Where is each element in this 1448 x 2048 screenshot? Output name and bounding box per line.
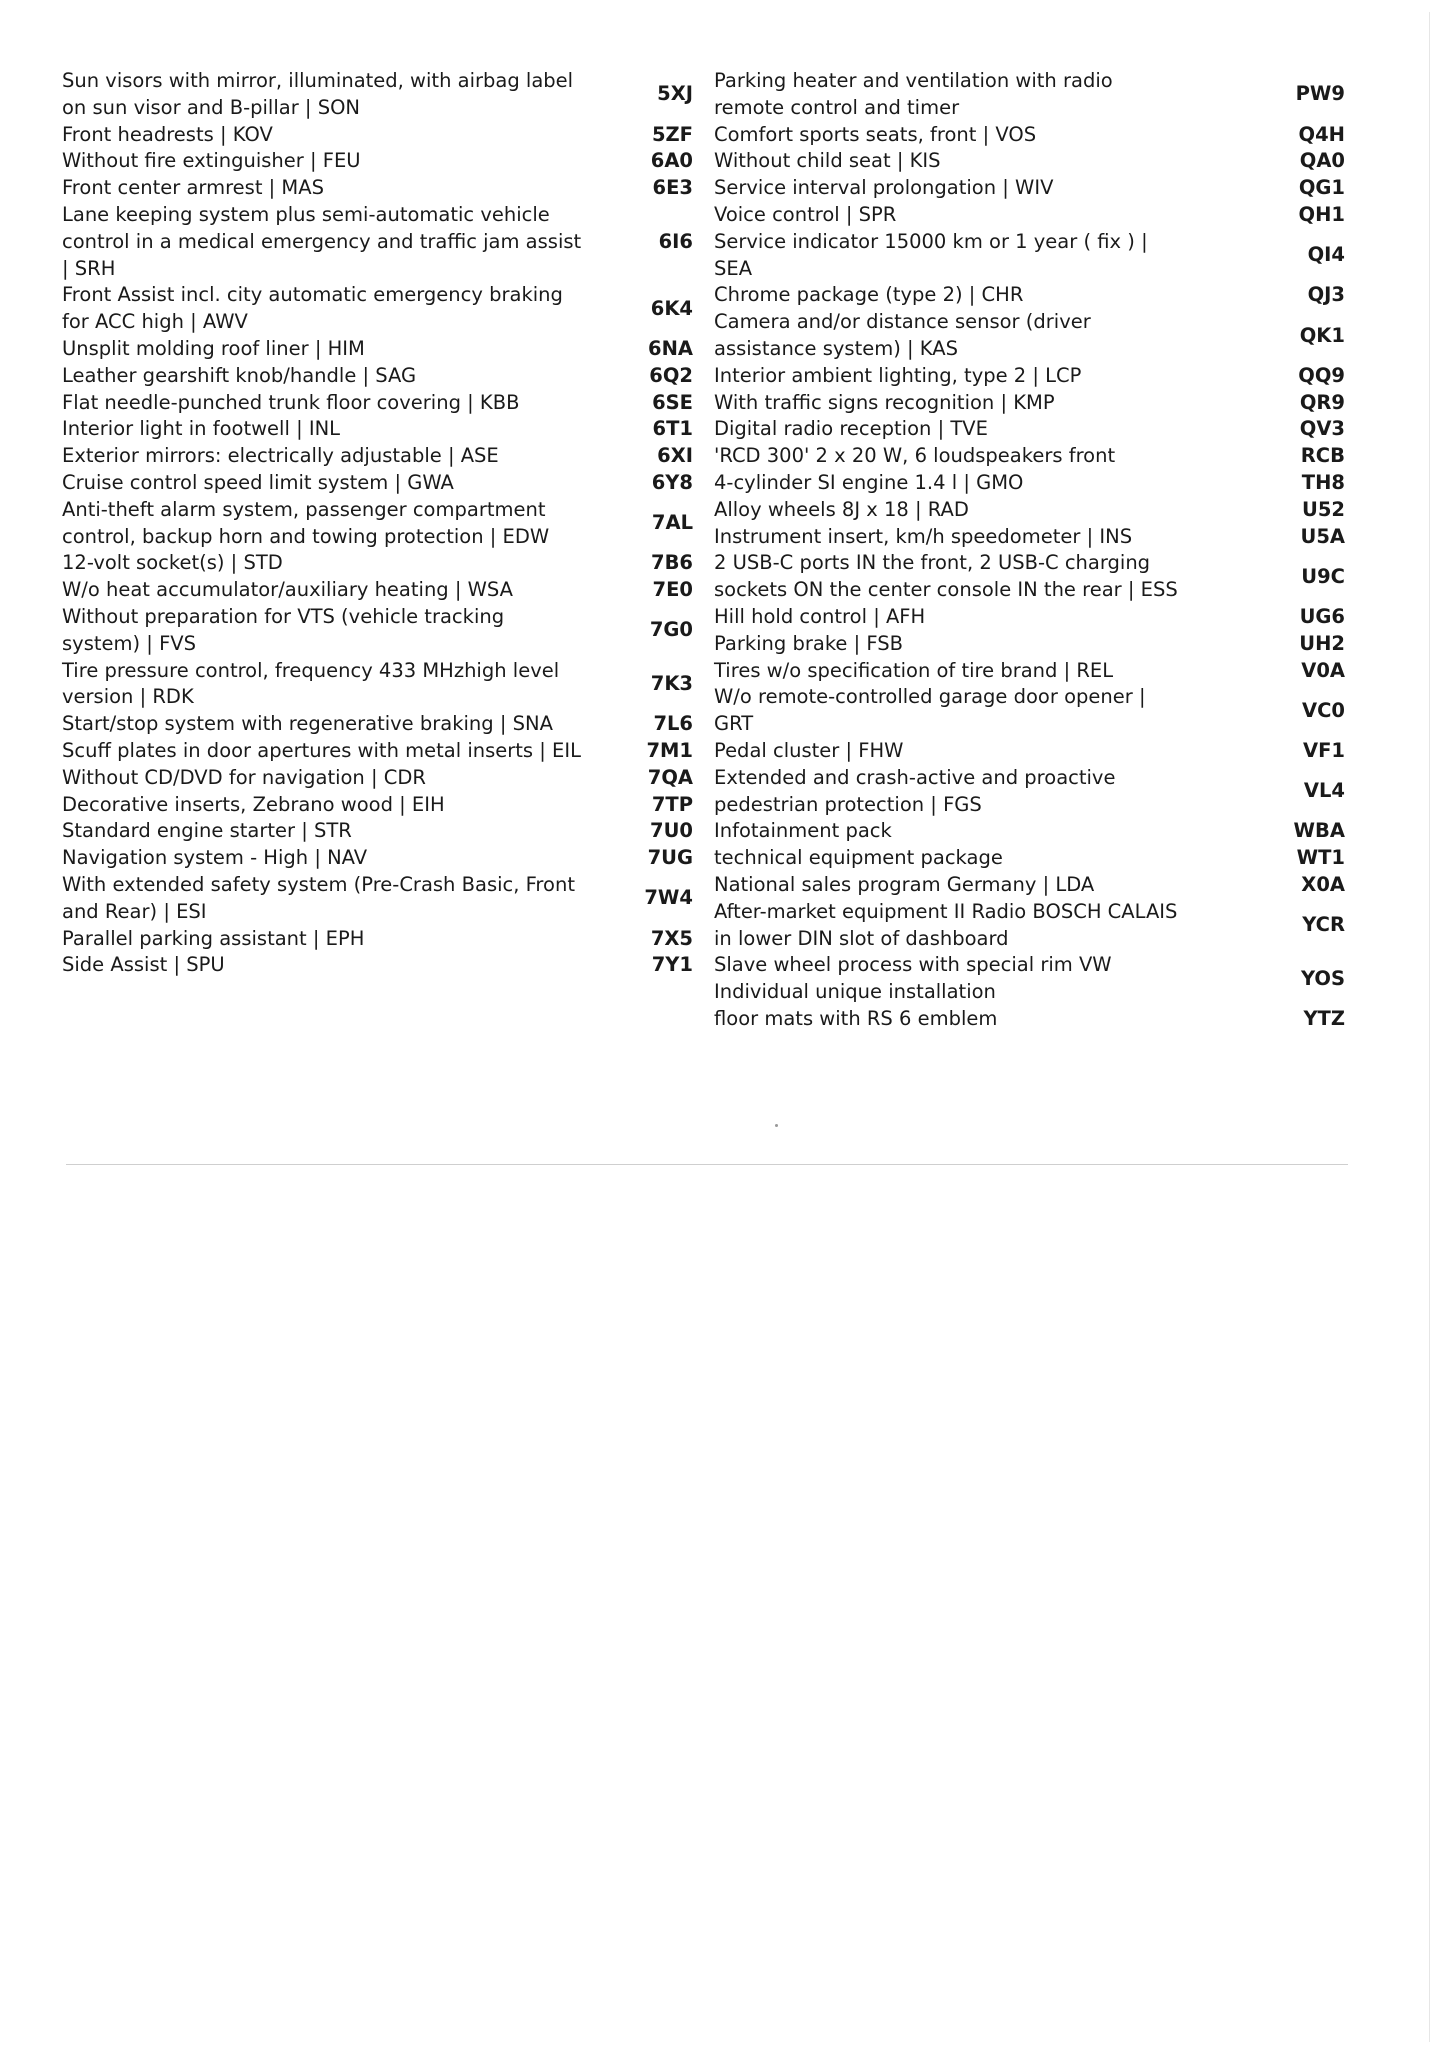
equipment-row [714,122,1345,149]
equipment-description: Side Assist | SPU [62,953,225,977]
equipment-description: 12-volt socket(s) | STD [62,551,283,575]
equipment-code: VC0 [1302,698,1345,722]
equipment-row [62,792,693,819]
equipment-description: Front headrests | KOV [62,122,273,146]
equipment-row [714,765,1345,819]
equipment-row [62,363,693,390]
equipment-description: Without child seat | KIS [714,149,941,173]
equipment-description: Standard engine starter | STR [62,819,352,843]
equipment-code: 6Q2 [649,363,693,387]
equipment-description: Instrument insert, km/h speedometer | INS [714,524,1133,548]
equipment-code: TH8 [1301,470,1345,494]
equipment-description: Slave wheel process with special rim VW Individual unique installation [714,953,1112,1004]
equipment-row [714,309,1345,363]
equipment-description: Camera and/or distance sensor (driver assistance system) | KAS [714,310,1091,360]
equipment-description: W/o remote-controlled garage door opener | GRT [714,685,1146,736]
equipment-description: Leather gearshift knob/handle | SAG [62,363,417,387]
equipment-row [714,282,1345,309]
equipment-code: 6Y8 [651,470,693,494]
equipment-row [714,818,1345,845]
equipment-description: Exterior mirrors: electrically adjustable | ASE [62,444,499,468]
equipment-description: Service indicator 15000 km or 1 year ( fix ) | SEA [714,229,1148,280]
equipment-code: QG1 [1298,176,1345,200]
equipment-description: 4-cylinder SI engine 1.4 l | GMO [714,470,1024,494]
equipment-description: Front Assist incl. city automatic emergency braking for ACC high | AWV [62,283,563,334]
equipment-description: floor mats with RS 6 emblem [714,1006,998,1030]
equipment-row [62,470,693,497]
equipment-description: Tire pressure control, frequency 433 MHzhigh level version | RDK [62,658,560,709]
equipment-code: YOS [1300,966,1345,990]
equipment-row [62,148,693,175]
equipment-row [62,443,693,470]
equipment-description: Without preparation for VTS (vehicle tracking system) | FVS [62,604,505,655]
equipment-row [62,926,693,953]
equipment-row [714,390,1345,417]
equipment-description: Sun visors with mirror, illuminated, with airbag label on sun visor and B-pillar | SON [62,69,574,119]
equipment-code: 6E3 [652,176,693,200]
equipment-code: 7L6 [653,712,693,736]
page-edge [1429,12,1430,2042]
equipment-code: 7X5 [650,926,693,950]
equipment-code: 6A0 [650,149,693,173]
equipment-code: 6XI [657,444,693,468]
equipment-description: National sales program Germany | LDA [714,872,1095,896]
equipment-row [62,952,693,979]
equipment-code: 6NA [648,336,693,360]
equipment-row [714,68,1345,122]
equipment-code: 7W4 [644,886,693,910]
equipment-description: W/o heat accumulator/auxiliary heating | WSA [62,578,514,602]
equipment-row [714,631,1345,658]
equipment-row [714,899,1345,953]
equipment-code: 6I6 [658,229,693,253]
equipment-description: Without CD/DVD for navigation | CDR [62,765,426,789]
equipment-description: Anti-theft alarm system, passenger compartment control, backup horn and towing protection | EDW [62,497,550,548]
equipment-description: Interior ambient lighting, type 2 | LCP [714,363,1082,387]
equipment-code: 7E0 [652,578,693,602]
equipment-code: QH1 [1298,202,1345,226]
equipment-row [62,577,693,604]
equipment-row [714,550,1345,604]
equipment-code: U52 [1302,497,1345,521]
equipment-description: Comfort sports seats, front | VOS [714,122,1037,146]
equipment-code: YCR [1302,913,1345,937]
equipment-row [714,497,1345,524]
equipment-row [714,684,1345,738]
equipment-row [62,497,693,551]
equipment-row [714,175,1345,202]
equipment-description: Infotainment pack [714,819,892,843]
equipment-code: PW9 [1295,82,1345,106]
equipment-description: Chrome package (type 2) | CHR [714,283,1024,307]
equipment-code: QI4 [1307,243,1345,267]
equipment-code: QJ3 [1307,283,1345,307]
equipment-row [62,550,693,577]
equipment-code: V0A [1301,658,1345,682]
equipment-row [714,604,1345,631]
equipment-row [62,765,693,792]
equipment-row [714,229,1345,283]
equipment-code: U5A [1300,524,1345,548]
equipment-description: Front center armrest | MAS [62,176,324,200]
equipment-code: X0A [1301,872,1345,896]
equipment-description: Decorative inserts, Zebrano wood | EIH [62,792,445,816]
equipment-description: 'RCD 300' 2 x 20 W, 6 loudspeakers front [714,444,1116,468]
equipment-code: 7QA [647,765,693,789]
equipment-row [714,872,1345,899]
equipment-code: 7AL [651,511,693,535]
equipment-description: 2 USB-C ports IN the front, 2 USB-C charging sockets ON the center console IN the rear | ESS [714,551,1178,602]
equipment-row [62,122,693,149]
equipment-code: 7K3 [650,671,693,695]
equipment-code: QK1 [1299,323,1345,347]
equipment-row [62,872,693,926]
equipment-row [714,363,1345,390]
equipment-row [62,175,693,202]
equipment-code: 6K4 [650,296,693,320]
equipment-code: 7TP [651,792,693,816]
equipment-code: VF1 [1303,738,1345,762]
equipment-code: 6SE [652,390,693,414]
equipment-code: 6T1 [652,417,693,441]
equipment-row [62,336,693,363]
equipment-row [62,390,693,417]
equipment-row [62,711,693,738]
equipment-description: Start/stop system with regenerative braking | SNA [62,712,553,736]
equipment-row [62,604,693,658]
equipment-row [714,1006,1345,1033]
equipment-row [62,282,693,336]
equipment-code: 7G0 [649,618,693,642]
equipment-row [62,68,693,122]
equipment-row [714,845,1345,872]
equipment-description: Parallel parking assistant | EPH [62,926,365,950]
equipment-code: QV3 [1299,417,1345,441]
equipment-description: Lane keeping system plus semi-automatic vehicle control in a medical emergency and traffic jam assist | SRH [62,202,582,280]
equipment-code: UG6 [1299,604,1345,628]
equipment-code: VL4 [1303,779,1345,803]
equipment-row [714,952,1345,1006]
equipment-description: Scuff plates in door apertures with metal inserts | EIL [62,738,581,762]
equipment-code: 7B6 [651,551,693,575]
equipment-code: 7Y1 [651,953,693,977]
equipment-code: WT1 [1296,846,1345,870]
equipment-description: Service interval prolongation | WIV [714,176,1054,200]
equipment-description: Pedal cluster | FHW [714,738,904,762]
equipment-code: 5ZF [651,122,693,146]
equipment-row [62,738,693,765]
equipment-row [714,443,1345,470]
equipment-row [714,470,1345,497]
equipment-code: QR9 [1299,390,1345,414]
equipment-row [714,416,1345,443]
equipment-row [62,202,693,282]
equipment-description: Parking heater and ventilation with radio remote control and timer [714,69,1113,119]
equipment-row [62,818,693,845]
equipment-description: Parking brake | FSB [714,631,904,655]
equipment-row [714,524,1345,551]
equipment-code: QA0 [1299,149,1345,173]
equipment-code: YTZ [1303,1006,1345,1030]
equipment-row [714,658,1345,685]
equipment-description: Flat needle-punched trunk floor covering | KBB [62,390,520,414]
equipment-row [62,658,693,712]
equipment-row [62,416,693,443]
equipment-code: 7M1 [646,738,693,762]
equipment-code: U9C [1301,564,1345,588]
equipment-description: Cruise control speed limit system | GWA [62,470,454,494]
equipment-description: Tires w/o specification of tire brand | REL [714,658,1114,682]
equipment-row [714,148,1345,175]
equipment-description: After-market equipment II Radio BOSCH CALAIS in lower DIN slot of dashboard [714,899,1178,950]
equipment-description: Without fire extinguisher | FEU [62,149,361,173]
equipment-code: Q4H [1298,122,1345,146]
equipment-code: UH2 [1299,631,1345,655]
bottom-rule [66,1164,1348,1165]
equipment-row [62,845,693,872]
equipment-description: With extended safety system (Pre-Crash Basic, Front and Rear) | ESI [62,872,575,923]
equipment-code: 7UG [647,846,693,870]
equipment-row [714,738,1345,765]
equipment-code: QQ9 [1298,363,1345,387]
equipment-code: WBA [1293,819,1345,843]
equipment-description: With traffic signs recognition | KMP [714,390,1055,414]
equipment-list-left [62,68,693,979]
equipment-description: Extended and crash-active and proactive pedestrian protection | FGS [714,765,1116,816]
equipment-description: Digital radio reception | TVE [714,417,988,441]
equipment-description: Hill hold control | AFH [714,604,926,628]
equipment-row [714,202,1345,229]
equipment-description: Unsplit molding roof liner | HIM [62,336,365,360]
equipment-description: Voice control | SPR [714,202,897,226]
equipment-code: 7U0 [650,819,693,843]
equipment-code: RCB [1300,444,1345,468]
equipment-description: Navigation system - High | NAV [62,846,368,870]
equipment-code: 5XJ [657,82,693,106]
equipment-description: Interior light in footwell | INL [62,417,341,441]
equipment-list-right [714,68,1345,1033]
equipment-description: Alloy wheels 8J x 18 | RAD [714,497,969,521]
scan-speck [775,1124,778,1127]
equipment-description: technical equipment package [714,846,1003,870]
